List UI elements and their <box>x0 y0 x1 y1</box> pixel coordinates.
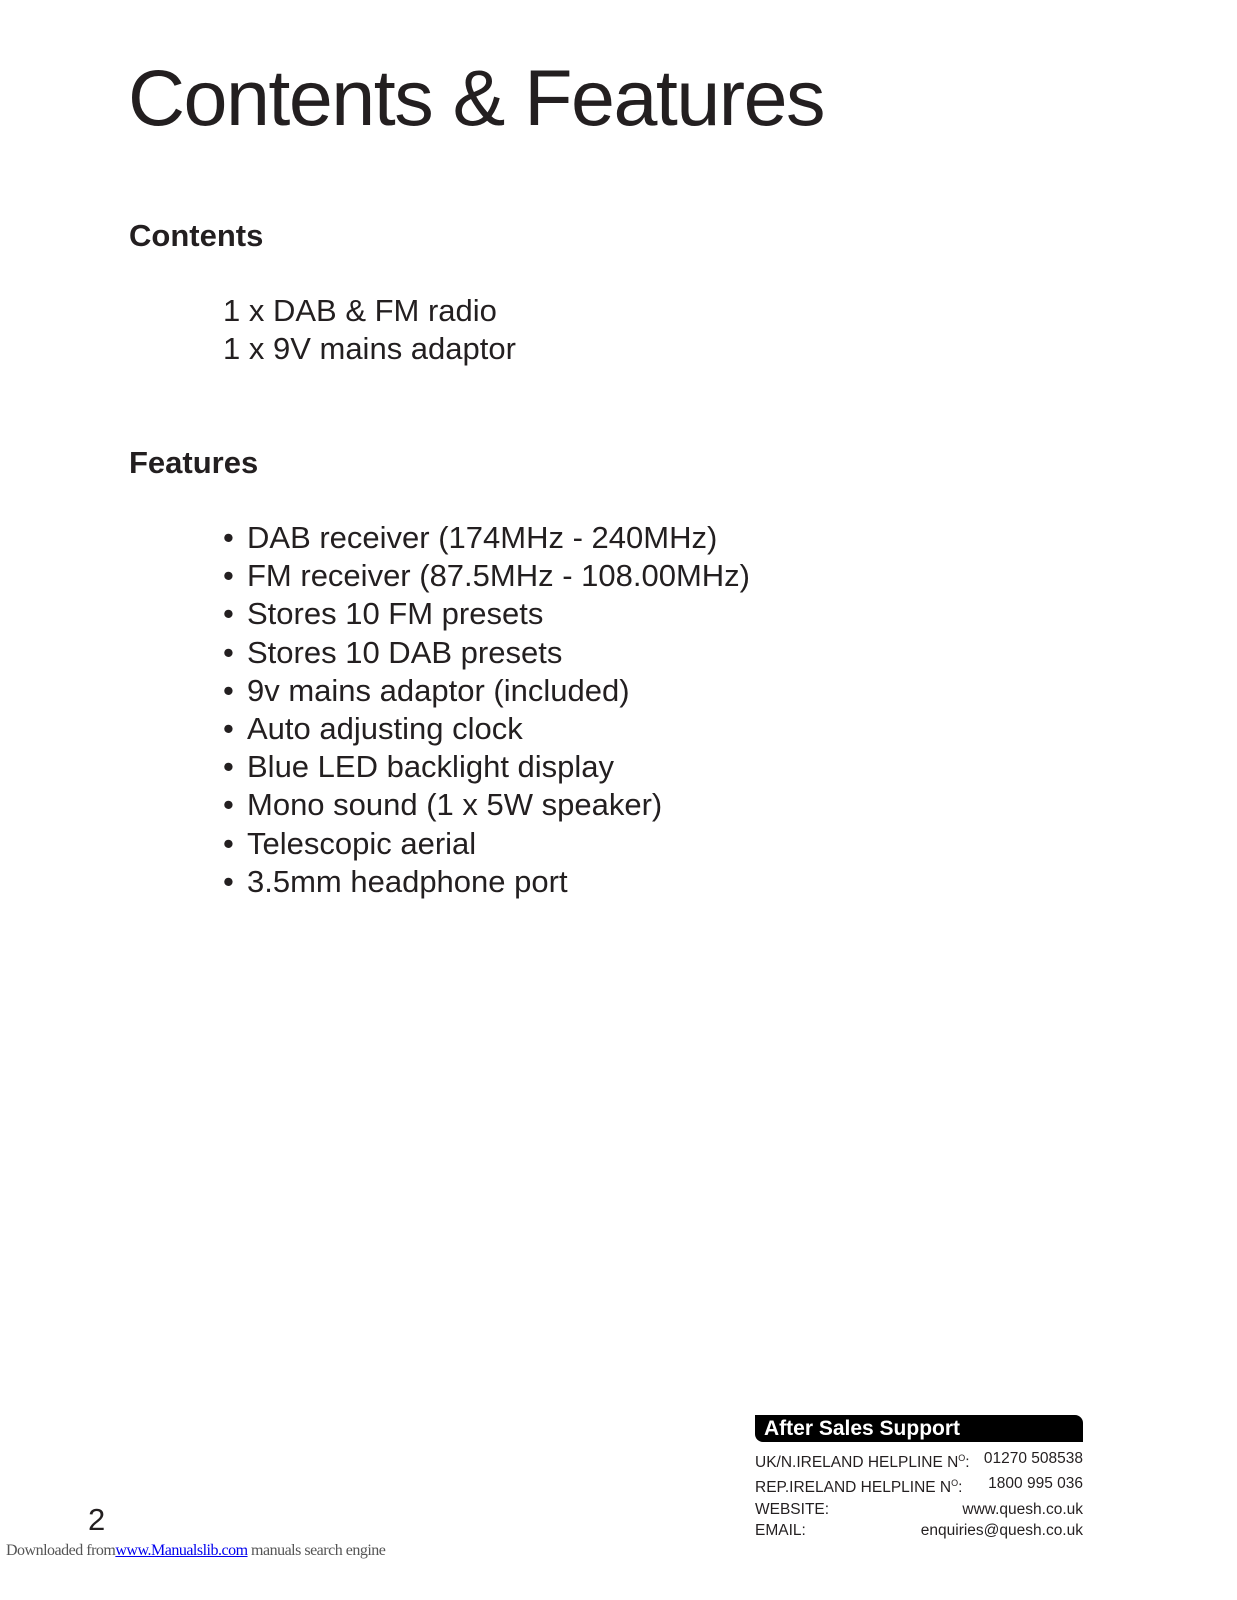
feature-item <box>223 748 750 786</box>
support-value: 01270 508538 <box>983 1450 1083 1467</box>
support-label-text: UK/N.IRELAND HELPLINE N <box>755 1454 959 1471</box>
feature-item <box>223 672 750 710</box>
footer-prefix: Downloaded from <box>6 1542 116 1559</box>
feature-item <box>223 863 750 901</box>
features-list <box>223 519 750 901</box>
bullet-icon: • <box>223 596 234 632</box>
feature-text: Stores 10 FM presets <box>247 596 544 632</box>
support-label-suffix: : <box>958 1479 963 1497</box>
bullet-icon: • <box>223 787 234 823</box>
email-link[interactable]: enquiries@quesh.co.uk <box>920 1521 1083 1539</box>
number-sign: O <box>958 1453 966 1463</box>
feature-text: Auto adjusting clock <box>247 711 523 747</box>
support-rows <box>755 1448 1083 1541</box>
bullet-icon: • <box>223 634 234 670</box>
bullet-icon: • <box>223 825 234 861</box>
support-row-website <box>755 1499 1083 1520</box>
manualslib-link[interactable]: www.Manualslib.com <box>115 1542 248 1559</box>
feature-text: FM receiver (87.5MHz - 108.00MHz) <box>247 558 751 594</box>
feature-item <box>223 786 750 824</box>
feature-item <box>223 519 750 557</box>
feature-text: Mono sound (1 x 5W speaker) <box>247 787 663 823</box>
contents-heading: Contents <box>129 218 264 253</box>
feature-item <box>223 634 750 672</box>
support-row-ireland-helpline <box>755 1473 1083 1498</box>
contents-item: 1 x DAB & FM radio <box>223 293 497 328</box>
feature-text: Telescopic aerial <box>247 825 477 861</box>
after-sales-support <box>755 1415 1083 1541</box>
bullet-icon: • <box>223 558 234 594</box>
bullet-icon: • <box>223 520 234 555</box>
contents-list <box>223 292 516 368</box>
support-label <box>755 1473 962 1498</box>
bullet-icon: • <box>223 749 234 785</box>
support-label-text: REP.IRELAND HELPLINE N <box>755 1479 952 1497</box>
number-sign: O <box>951 1478 959 1489</box>
feature-item <box>223 710 750 748</box>
feature-text: 3.5mm headphone port <box>247 863 568 899</box>
support-title: After Sales Support <box>755 1415 1083 1442</box>
footer-credit <box>6 1542 385 1560</box>
bullet-icon: • <box>223 672 234 708</box>
contents-item: 1 x 9V mains adaptor <box>223 331 516 367</box>
feature-text: Blue LED backlight display <box>247 749 615 785</box>
feature-item <box>223 825 750 863</box>
feature-item <box>223 557 750 595</box>
footer-suffix: manuals search engine <box>247 1542 386 1559</box>
feature-text: Stores 10 DAB presets <box>247 634 563 670</box>
support-label: WEBSITE: <box>755 1500 830 1518</box>
support-label <box>755 1448 970 1473</box>
website-link[interactable]: www.quesh.co.uk <box>962 1500 1083 1518</box>
bullet-icon: • <box>223 863 234 899</box>
support-row-email <box>755 1520 1083 1541</box>
support-label: EMAIL: <box>755 1521 806 1539</box>
page-number: 2 <box>88 1502 106 1537</box>
page-title: Contents & Features <box>128 53 825 142</box>
feature-text: DAB receiver (174MHz - 240MHz) <box>247 520 718 555</box>
bullet-icon: • <box>223 711 234 747</box>
support-row-uk-helpline <box>755 1448 1083 1473</box>
feature-item <box>223 595 750 633</box>
feature-text: 9v mains adaptor (included) <box>247 672 630 708</box>
features-heading: Features <box>129 445 259 480</box>
support-value: 1800 995 036 <box>988 1475 1083 1493</box>
support-label-suffix: : <box>965 1454 970 1471</box>
